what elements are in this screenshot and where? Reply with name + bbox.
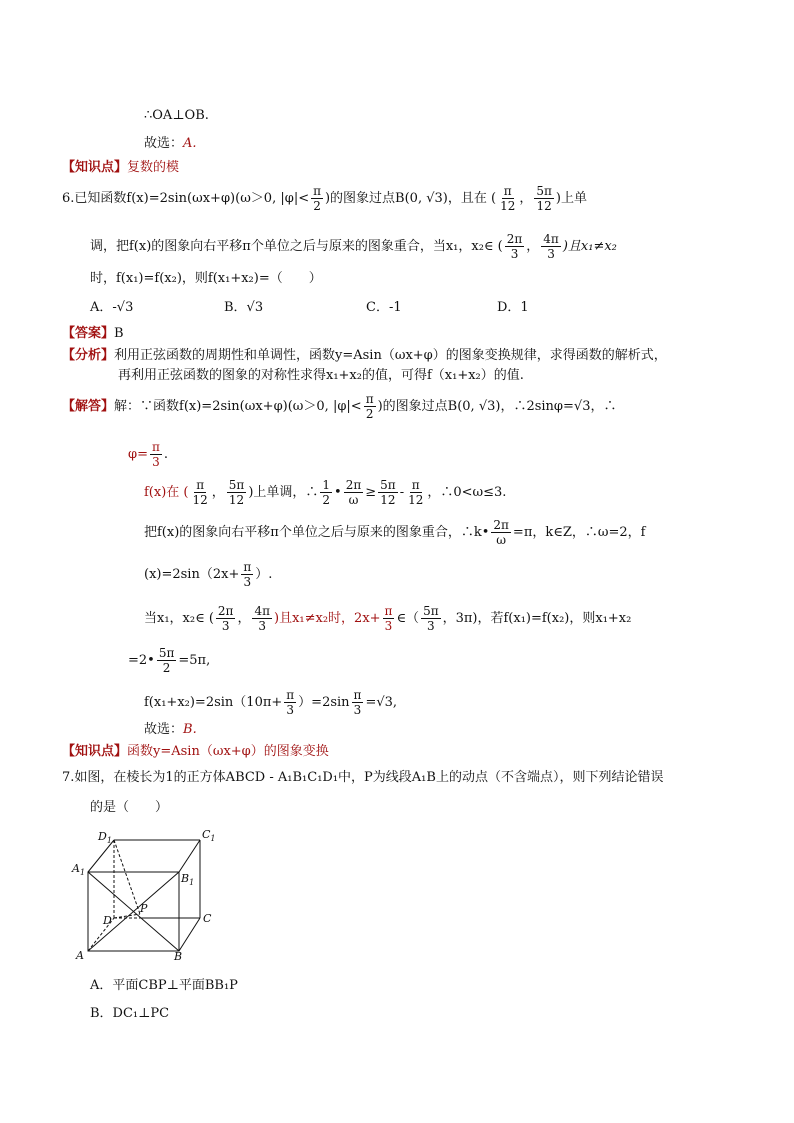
fraction: $\frac{\pi}{3}$ <box>286 688 295 717</box>
fraction: $\frac{\pi}{12}$ <box>408 478 424 507</box>
fraction: $\frac{5\pi}{2}$ <box>158 646 175 675</box>
q6-solution-line-3: f(x)在 ( $\frac{\pi}{12}$ ， $\frac{5\pi}{12}$ )上单调，∴ $\frac{1}{2}$ • $\frac{2\pi}{\omega}$ ≥ $\frac{5\pi}{12}$ - $\frac{\pi}{12}$ ，∴0<ω≤3. <box>144 478 507 507</box>
q6-option-b: B．√3 <box>224 300 264 315</box>
fraction: $\frac{5\pi}{3}$ <box>423 604 439 633</box>
fraction: $\frac{2\pi}{\omega}$ <box>345 478 362 507</box>
q6-solution-line-5: (x)=2sin（2x+ $\frac{\pi}{3}$ ）. <box>144 560 273 589</box>
fraction: $\frac{2\pi}{\omega}$ <box>493 518 509 547</box>
q6-option-c: C．-1 <box>366 300 402 315</box>
label-c: C <box>203 912 212 925</box>
fraction: $\frac{\pi}{2}$ <box>365 392 374 421</box>
fraction: $\frac{\pi}{3}$ <box>152 440 160 469</box>
q6-option-d: D．1 <box>497 300 529 315</box>
q6-solution-line-4: 把f(x)的图象向右平移π个单位之后与原来的图象重合，∴k• $\frac{2\pi}{\omega}$ =π，k∈Z，∴ω=2，f <box>144 518 646 547</box>
segment-d1p <box>114 840 140 914</box>
intro-knowledge-point: 【知识点】复数的模 <box>62 160 180 175</box>
q6-choose-line: 故选：B. <box>144 722 197 737</box>
q6-solution-line-7: =2• $\frac{5\pi}{2}$ =5π, <box>128 646 211 675</box>
fraction: $\frac{1}{2}$ <box>322 478 331 507</box>
q6-analysis-line-2: 再利用正弦函数的图象的对称性求得x₁+x₂的值，可得f（x₁+x₂）的值. <box>118 368 524 383</box>
q6-stem-line-3: 时，f(x₁)=f(x₂)，则f(x₁+x₂)=（ ） <box>90 271 322 286</box>
fraction: $\frac{5\pi}{12}$ <box>380 478 396 507</box>
label-c1: $C_1$ <box>202 828 216 843</box>
fraction: $\frac{\pi}{12}$ <box>192 478 208 507</box>
q6-solution-line-6: 当x₁，x₂∈ ( $\frac{2\pi}{3}$ ， $\frac{4\pi}{3}$ )且x₁≠x₂时，2x+ $\frac{\pi}{3}$ ∈（ $\frac{5\pi}{3}$ ，3π)，若f(x₁)=f(x₂)，则x₁+x₂ <box>144 604 632 633</box>
fraction: $\frac{\pi}{12}$ <box>500 184 516 213</box>
q6-answer: 【答案】B <box>62 326 124 341</box>
label-p: P <box>140 902 148 915</box>
q6-knowledge-point: 【知识点】函数y=Asin（ωx+φ）的图象变换 <box>62 744 329 759</box>
fraction: $\frac{\pi}{3}$ <box>384 604 393 633</box>
fraction: $\frac{5\pi}{12}$ <box>228 478 245 507</box>
intro-answer-line: 故选：A. <box>144 136 197 151</box>
q6-solution-line-1: 【解答】解：∵函数f(x)=2sin(ωx+φ)(ω＞0, |φ|< $\frac{\pi}{2}$ )的图象过点B(0, √3)，∴2sinφ=√3，∴ <box>62 392 617 421</box>
edge-b1c1 <box>179 840 200 872</box>
label-d1: $D_1$ <box>98 830 112 845</box>
conclusion-line: ∴OA⊥OB. <box>144 108 209 123</box>
label-b1: $B_1$ <box>181 872 195 887</box>
fraction: $\frac{4\pi}{3}$ <box>543 232 559 261</box>
fraction: $\frac{\pi}{3}$ <box>353 688 362 717</box>
cube-figure <box>60 826 225 961</box>
q7-stem-line-1: 7.如图，在棱长为1的正方体ABCD - A₁B₁C₁D₁中，P为线段A₁B上的动点（不含端点），则下列结论错误 <box>62 770 664 785</box>
q6-analysis-line-1: 【分析】利用正弦函数的周期性和单调性，函数y=Asin（ωx+φ）的图象变换规律，求得函数的解析式， <box>62 348 667 363</box>
fraction: $\frac{5\pi}{12}$ <box>536 184 552 213</box>
label-a1: $A_1$ <box>72 862 86 877</box>
q7-stem-line-2: 的是（ ） <box>90 800 169 815</box>
q6-solution-line-8: f(x₁+x₂)=2sin（10π+ $\frac{\pi}{3}$ ）=2sin $\frac{\pi}{3}$ =√3, <box>144 688 398 717</box>
label-b: B <box>174 950 183 961</box>
label-d: D <box>103 914 112 927</box>
fraction: $\frac{2\pi}{3}$ <box>506 232 523 261</box>
q6-solution-line-2: φ= $\frac{\pi}{3}$ . <box>128 440 169 469</box>
fraction: $\frac{2\pi}{3}$ <box>217 604 234 633</box>
q7-option-b: B．DC₁⊥PC <box>90 1006 170 1021</box>
fraction: $\frac{\pi}{3}$ <box>243 560 252 589</box>
q6-stem-line-1: 6.已知函数f(x)=2sin(ωx+φ)(ω＞0, |φ|< $\frac{\pi}{2}$ )的图象过点B(0, √3)，且在 ( $\frac{\pi}{12}$ ， $\frac{5\pi}{12}$ )上单 <box>62 184 587 213</box>
label-a: A <box>76 949 84 961</box>
q7-option-a: A．平面CBP⊥平面BB₁P <box>90 978 238 993</box>
fraction: $\frac{4\pi}{3}$ <box>254 604 270 633</box>
edge-bc <box>179 918 200 951</box>
q6-stem-line-2: 调，把f(x)的图象向右平移π个单位之后与原来的图象重合，当x₁，x₂∈ ( $\frac{2\pi}{3}$ ， $\frac{4\pi}{3}$ )且x₁≠x₂ <box>90 232 617 261</box>
q6-option-a: A．-√3 <box>90 300 134 315</box>
fraction: $\frac{\pi}{2}$ <box>313 184 321 213</box>
